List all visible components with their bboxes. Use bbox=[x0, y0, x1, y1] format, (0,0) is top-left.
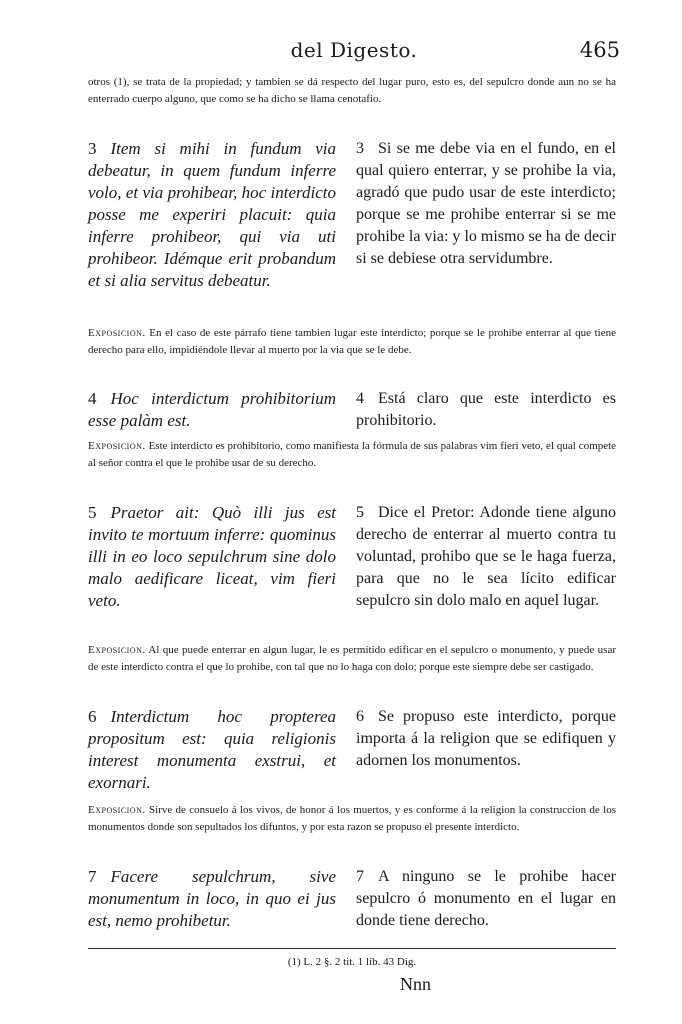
spanish-text bbox=[356, 706, 616, 772]
exposition-text: En el caso de este párrafo tiene tambien lugar este interdicto; porque se le prohibe enterrar al que tiene derecho para ello, impidiéndole llevar al muerto por la via que se le debe. bbox=[88, 327, 616, 356]
spanish-body: Se propuso este interdicto, porque importa á la religion que se edifiquen y adornen los monumentos. bbox=[356, 708, 616, 769]
section-number: 3 bbox=[356, 140, 364, 157]
spanish-body: Si se me debe via en el fundo, en el qual quiero enterrar, y se prohibe la via, agradó que pudo usar de este interdicto; porque se me prohibe enterrar si se me prohibe la via: y lo mismo se ha de decir si se debiese otra servidumbre. bbox=[356, 140, 616, 267]
footnote-divider bbox=[88, 948, 616, 949]
section-number: 6 bbox=[88, 707, 97, 726]
spanish-body: A ninguno se le prohibe hacer sepulcro ó monumento en el lugar en donde tiene derecho. bbox=[356, 868, 616, 929]
page-number: 465 bbox=[579, 38, 620, 62]
latin-body: Interdictum hoc propterea propositum est: quia religionis interest monumenta exstrui, et exornari. bbox=[88, 707, 336, 792]
latin-text bbox=[88, 388, 336, 432]
exposition-label: Exposicion. bbox=[88, 644, 146, 656]
spanish-body: Está claro que este interdicto es prohibitorio. bbox=[356, 390, 616, 429]
section-number: 4 bbox=[356, 390, 364, 407]
exposition-text: Al que puede enterrar en algun lugar, le es permitido edificar en el sepulcro o monumento, y puede usar de este interdicto contra el que lo prohibe, con tal que no lo haga con dolo; porque este siempre debe ser castigado. bbox=[88, 644, 616, 673]
section-number: 3 bbox=[88, 139, 97, 158]
exposition-text: Sirve de consuelo á los vivos, de honor á los muertos, y es conforme á la religion la construccion de los monumentos donde son sepultados los difuntos, y por esta razon se propuso el presente interdicto. bbox=[88, 804, 616, 833]
spanish-text bbox=[356, 866, 616, 932]
intro-paragraph: otros (1), se trata de la propiedad; y tambien se dá respecto del lugar puro, esto es, del sepulcro donde aun no se ha enterrado cuerpo alguno, que como se ha dicho se llama cenotafio. bbox=[88, 76, 616, 105]
exposition-1 bbox=[88, 325, 616, 359]
section-number: 7 bbox=[356, 868, 364, 885]
footnote: (1) L. 2 §. 2 tit. 1 lib. 43 Dig. bbox=[287, 956, 417, 968]
spanish-body: Dice el Pretor: Adonde tiene alguno derecho de enterrar al muerto contra tu voluntad, prohibo que se le haga fuerza, para que no le sea lícito edificar sepulcro sin dolo malo en aquel lugar. bbox=[356, 504, 616, 609]
latin-body: Praetor ait: Quò illi jus est invito te mortuum inferre: quominus illi in eo loco sepulchrum sine dolo malo aedificare liceat, vim fieri veto. bbox=[88, 503, 336, 610]
latin-text bbox=[88, 502, 336, 612]
latin-body: Item si mihi in fundum via debeatur, in quem fundum inferre volo, et via prohibear, hoc interdicto posse me experiri placuit: quia inferre prohibeor, qui via uti prohibeor. Idémque erit probandum et si alia servitus debeatur. bbox=[88, 139, 336, 290]
spanish-text bbox=[356, 388, 616, 432]
exposition-4 bbox=[88, 802, 616, 836]
latin-text bbox=[88, 866, 336, 932]
section-number: 5 bbox=[88, 503, 97, 522]
section-number: 6 bbox=[356, 708, 364, 725]
exposition-2 bbox=[88, 438, 616, 472]
spanish-text bbox=[356, 138, 616, 270]
exposition-3 bbox=[88, 642, 616, 676]
latin-body: Facere sepulchrum, sive monumentum in loco, in quo ei jus est, nemo prohibetur. bbox=[88, 867, 336, 930]
running-title: del Digesto. bbox=[290, 38, 418, 62]
section-number: 7 bbox=[88, 867, 97, 886]
latin-text bbox=[88, 138, 336, 292]
exposition-label: Exposicion. bbox=[88, 440, 146, 452]
section-number: 4 bbox=[88, 389, 97, 408]
spanish-text bbox=[356, 502, 616, 612]
page-header bbox=[88, 38, 620, 68]
section-number: 5 bbox=[356, 504, 364, 521]
latin-text bbox=[88, 706, 336, 794]
signature-mark: Nnn bbox=[400, 974, 431, 994]
exposition-text: Este interdicto es prohibitorio, como manifiesta la fórmula de sus palabras vim fieri veto, el qual compete al señor contra el que le prohibe usar de su derecho. bbox=[88, 440, 617, 469]
exposition-label: Exposicion. bbox=[88, 327, 146, 339]
latin-body: Hoc interdictum prohibitorium esse palàm est. bbox=[88, 389, 336, 430]
exposition-label: Exposicion. bbox=[88, 804, 146, 816]
